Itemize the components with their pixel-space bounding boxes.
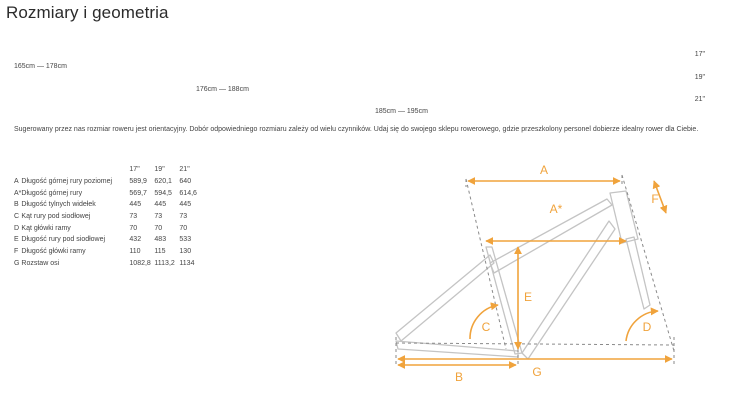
seat-tube bbox=[486, 247, 522, 354]
row-value-21: 73 bbox=[179, 213, 188, 221]
row-label: Kąt rury pod siodłowej bbox=[21, 213, 91, 221]
label-c: C bbox=[481, 320, 491, 334]
row-value-17: 1082,8 bbox=[129, 259, 151, 267]
frame-size-21: 21" bbox=[694, 96, 705, 103]
row-value-19: 73 bbox=[154, 213, 163, 221]
fork-blade bbox=[626, 237, 650, 309]
row-value-19: 1113,2 bbox=[154, 259, 175, 267]
header-size-17: 17" bbox=[129, 166, 140, 174]
page-title: Rozmiary i geometria bbox=[6, 3, 169, 22]
table-row bbox=[10, 187, 204, 199]
row-label: Długość główki ramy bbox=[21, 248, 86, 256]
row-value-19: 70 bbox=[154, 224, 163, 232]
row-label: Kąt główki ramy bbox=[21, 224, 71, 232]
row-value-17: 73 bbox=[129, 213, 138, 221]
row-value-21: 130 bbox=[179, 248, 192, 256]
row-code: D bbox=[14, 224, 20, 232]
size-note: Sugerowany przez nas rozmiar roweru jest orientacyjny. Dobór odpowiedniego rozmiaru zależy od wielu czynników. Udaj się do swojego sklepu rowerowego, gdzie przeszkolony personel dobierze idealny rower dla Ciebie. bbox=[14, 126, 699, 133]
row-value-21: 445 bbox=[179, 201, 192, 209]
row-code: E bbox=[14, 236, 19, 244]
row-value-17: 70 bbox=[129, 224, 138, 232]
head-tube bbox=[610, 191, 638, 243]
row-value-19: 445 bbox=[154, 201, 167, 209]
row-label: Długość tylnych widełek bbox=[21, 201, 96, 209]
row-label: Długość rury pod siodłowej bbox=[21, 236, 106, 244]
table-row bbox=[10, 211, 204, 223]
row-label: Długość górnej rury poziomej bbox=[21, 178, 113, 186]
label-g: G bbox=[532, 365, 542, 379]
table-row bbox=[10, 222, 204, 234]
table-row bbox=[10, 176, 204, 188]
row-value-21: 640 bbox=[179, 178, 192, 186]
table-row bbox=[10, 199, 204, 211]
row-value-17: 589,9 bbox=[129, 178, 147, 186]
height-range-19: 176cm — 188cm bbox=[196, 86, 249, 93]
row-label: Długość górnej rury bbox=[21, 189, 83, 197]
frame-size-19: 19" bbox=[694, 74, 705, 81]
frame-geometry-diagram bbox=[382, 155, 682, 387]
table-row bbox=[10, 258, 204, 270]
row-value-21: 533 bbox=[179, 236, 192, 244]
geometry-table-header bbox=[10, 164, 204, 176]
table-row bbox=[10, 234, 204, 246]
seat-stay bbox=[396, 255, 494, 341]
row-code: A* bbox=[14, 189, 22, 197]
height-range-17: 165cm — 178cm bbox=[14, 63, 67, 70]
row-code: B bbox=[14, 201, 19, 209]
row-value-19: 483 bbox=[154, 236, 167, 244]
label-e: E bbox=[523, 290, 533, 304]
row-value-17: 445 bbox=[129, 201, 142, 209]
frame-size-17: 17" bbox=[694, 51, 705, 58]
label-d: D bbox=[642, 320, 652, 334]
row-value-19: 594,5 bbox=[154, 189, 172, 197]
row-code: C bbox=[14, 213, 20, 221]
table-row bbox=[10, 246, 204, 258]
header-label bbox=[21, 164, 129, 176]
row-value-19: 115 bbox=[154, 248, 166, 256]
row-value-19: 620,1 bbox=[154, 178, 172, 186]
bike-frame bbox=[396, 191, 650, 359]
label-b: B bbox=[454, 370, 464, 384]
row-value-17: 432 bbox=[129, 236, 142, 244]
row-value-21: 1134 bbox=[179, 259, 195, 267]
row-value-21: 70 bbox=[179, 224, 188, 232]
height-range-21: 185cm — 195cm bbox=[375, 108, 428, 115]
row-value-17: 569,7 bbox=[129, 189, 147, 197]
header-size-21: 21" bbox=[179, 166, 190, 174]
row-value-17: 110 bbox=[129, 248, 141, 256]
geometry-table bbox=[10, 164, 204, 269]
label-f: F bbox=[651, 192, 659, 206]
header-size-19: 19" bbox=[154, 166, 165, 174]
row-label: Rozstaw osi bbox=[21, 259, 60, 267]
label-a: A bbox=[539, 163, 549, 177]
reference-lines bbox=[396, 175, 674, 367]
row-code: G bbox=[14, 259, 20, 267]
row-code: F bbox=[14, 248, 19, 256]
row-code: A bbox=[14, 178, 19, 186]
label-a-star: A* bbox=[549, 202, 563, 216]
row-value-21: 614,6 bbox=[179, 189, 197, 197]
header-code bbox=[10, 164, 21, 176]
